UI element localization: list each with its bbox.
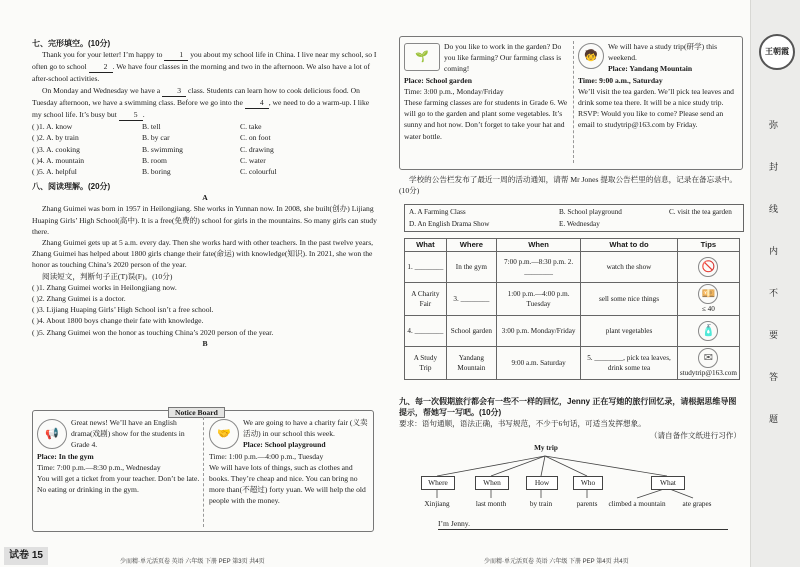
notice-board-title: Notice Board xyxy=(168,407,225,418)
table-row xyxy=(405,283,740,316)
node-when: When xyxy=(475,476,509,490)
tip-text: ≤ 40 xyxy=(701,305,715,313)
student-icon: 🧒 xyxy=(578,43,604,69)
binding-strip xyxy=(750,0,800,567)
table-header xyxy=(405,239,740,252)
table-cell xyxy=(677,347,739,380)
table-cell[interactable]: 7:00 p.m.—8:30 p.m. 2. ________ xyxy=(496,252,580,283)
table-cell[interactable]: 3. ________ xyxy=(446,283,496,316)
table-row xyxy=(405,316,740,347)
q7-title: 七、完形填空。(10分) xyxy=(32,39,111,48)
q8-title: 八、阅读理解。(20分) xyxy=(32,182,111,192)
tip-icon: 🧴 xyxy=(698,321,718,341)
table-cell xyxy=(677,252,739,283)
table-cell: A Charity Fair xyxy=(405,283,447,316)
notice-drama: 📢 Great news! We’ll have an English drama(戏剧) show for the students in Grade 4. Place: In the gym Time: 7:00 p.m.—8:30 p.m., Wednesday You will get a ticket from your teacher. Don’t be late. No eating or drinking in the gym. xyxy=(37,418,200,495)
option-text: B. room xyxy=(142,155,167,165)
table-cell: plant vegetables xyxy=(581,316,678,347)
divider xyxy=(203,417,205,527)
tip-text: studytrip@163.com xyxy=(679,369,737,377)
table-cell: Yandang Mountain xyxy=(446,347,496,380)
memo-instruction: 学校的公告栏发布了最近一周的活动通知，请帮 Mr Jones 提取公告栏里的信息，记录在备忘录中。(10分) xyxy=(399,175,738,196)
choice-option: A. A Farming Class xyxy=(409,208,466,216)
writing-start: I’m Jenny. xyxy=(438,519,470,528)
garden-icon: 🌱 xyxy=(404,43,440,71)
option-text: C. drawing xyxy=(240,144,274,154)
q9-note: （请自备作文纸进行习作） xyxy=(649,430,741,440)
option-text[interactable]: ( )4. A. mountain xyxy=(32,155,85,165)
option-text[interactable]: ( )5. A. helpful xyxy=(32,167,77,177)
notice-farming: 🌱 Do you like to work in the garden? Do you like farming? Our farming class is coming! Place: School garden Time: 3:00 p.m., Monday/Friday These farming classes are for students in Grade 6. We will go to the garden and plant some vegetables. It’s sunny and hot now. Don’t forget to take your hat and water bottle. xyxy=(404,42,568,141)
mind-map-root: My trip xyxy=(534,444,558,452)
writing-line[interactable] xyxy=(438,518,728,530)
q7-passage: Thank you for your letter! I’m happy to 1 you about my school life in China. I live near my school, so I often go to school 2 . We have four classes in the morning and two in the afternoon. We also have a lot of after-school activities. On Monday and Wednesday we have a 3 class. Students can learn how to cook delicious food. On Tuesday afternoon, we have a swimming class. Before we go into the 4 , we need to do a warm-up. I like my school life. It’s busy but 5 . xyxy=(32,49,378,121)
option-text[interactable]: ( )3. A. cooking xyxy=(32,144,80,154)
part-a-label: A xyxy=(202,193,208,203)
table-cell: 9:00 a.m. Saturday xyxy=(496,347,580,380)
tip-icon: ✉ xyxy=(698,348,718,368)
tf-statement[interactable]: ( )4. About 1800 boys change their fate with knowledge. xyxy=(32,316,204,326)
tip-icon: 🚫 xyxy=(698,257,718,277)
table-cell: A Study Trip xyxy=(405,347,447,380)
node-where: Where xyxy=(421,476,455,490)
table-cell: 3:00 p.m. Monday/Friday xyxy=(496,316,580,347)
leaf-climbed: climbed a mountain xyxy=(608,500,666,508)
tf-statement[interactable]: ( )1. Zhang Guimei works in Heilongjiang now. xyxy=(32,282,177,292)
seal-line-char: 弥 xyxy=(769,120,779,130)
table-header-cell: Tips xyxy=(677,239,739,252)
choice-option: E. Wednesday xyxy=(559,220,600,228)
q9-block xyxy=(399,396,741,441)
seal-line-char: 内 xyxy=(769,246,779,256)
page-badge: 试卷 15 xyxy=(4,547,48,565)
q9-title: 九、每一次假期旅行都会有一些不一样的回忆，Jenny 正在写她的旅行回忆录，请根据思维导图提示，帮她写一写吧。(10分) xyxy=(399,397,737,418)
divider xyxy=(573,41,575,163)
q9-requirements: 要求：语句通顺，语法正确，书写规范，不少于6句话，可适当发挥想象。 xyxy=(399,419,646,429)
table-header-cell: When xyxy=(496,239,580,252)
choice-option: C. visit the tea garden xyxy=(669,208,732,216)
option-row xyxy=(32,155,378,166)
option-row xyxy=(32,166,378,177)
choices-box xyxy=(404,204,744,232)
hands-icon: 🤝 xyxy=(209,419,239,449)
table-cell[interactable]: 5. ________, pick tea leaves, drink some tea xyxy=(581,347,678,380)
option-text: C. water xyxy=(240,155,266,165)
seal-line-char: 要 xyxy=(769,330,779,340)
seal-line-char: 线 xyxy=(769,204,779,214)
option-text: B. swimming xyxy=(142,144,183,154)
table-cell xyxy=(677,283,739,316)
footer-left: 少而精·单元活页卷 英语 六年级 下册 PEP 第3页 共4页 xyxy=(120,559,265,565)
option-text: B. boring xyxy=(142,167,171,177)
notice-board-continued xyxy=(399,36,743,170)
table-header-cell: What to do xyxy=(581,239,678,252)
option-text[interactable]: ( )1. A. know xyxy=(32,122,73,132)
part-b-label: B xyxy=(202,338,208,348)
tf-statements xyxy=(32,282,378,338)
seal-line-char: 答 xyxy=(769,372,779,382)
tf-statement[interactable]: ( )2. Zhang Guimei is a doctor. xyxy=(32,294,126,304)
leaf-grapes: ate grapes xyxy=(682,500,712,508)
node-who: Who xyxy=(573,476,603,490)
tf-statement[interactable]: ( )5. Zhang Guimei won the honor as touching China’s 2020 person of the year. xyxy=(32,327,274,337)
table-row xyxy=(405,347,740,380)
option-text: B. by car xyxy=(142,133,170,143)
q7-options xyxy=(32,121,378,177)
table-cell: 1:00 p.m.—4:00 p.m. Tuesday xyxy=(496,283,580,316)
table-cell[interactable]: 1. ________ xyxy=(405,252,447,283)
table-cell[interactable]: 4. ________ xyxy=(405,316,447,347)
notice-charity: 🤝 We are going to have a charity fair (义卖活动) in our school this week. Place: School playground Time: 1:00 p.m.—4:00 p.m., Tuesday We will have lots of things, such as clothes and books. They’re cheap and nice. You can bring no more than(不超过) forty yuan. We will help the old people with the money. xyxy=(209,418,368,506)
mind-map xyxy=(399,440,739,520)
option-text: C. on foot xyxy=(240,133,271,143)
table-header-cell: Where xyxy=(446,239,496,252)
notice-board xyxy=(32,410,374,532)
notice-study-trip: 🧒 We will have a study trip(研学) this weekend. Place: Yandang Mountain Time: 9:00 a.m., Saturday We’ll visit the tea garden. We’ll pick tea leaves and drink some tea there. It will be a nice study trip. RSVP: Would you like to come? Please send an email to studytrip@163.com by Friday. xyxy=(578,42,734,130)
seal-line-char: 封 xyxy=(769,162,779,172)
brand-logo: 王朝霞 xyxy=(759,34,795,70)
leaf-last-month: last month xyxy=(475,500,507,508)
table-cell: In the gym xyxy=(446,252,496,283)
footer-right: 少而精·单元活页卷 英语 六年级 下册 PEP 第4页 共4页 xyxy=(484,559,629,565)
option-text: B. tell xyxy=(142,122,161,132)
choice-option: D. An English Drama Show xyxy=(409,220,490,228)
seal-line-char: 不 xyxy=(769,288,779,298)
table-header-cell: What xyxy=(405,239,447,252)
megaphone-icon: 📢 xyxy=(37,419,67,449)
left-page xyxy=(0,0,388,567)
leaf-by-train: by train xyxy=(529,500,553,508)
right-page xyxy=(394,0,746,567)
table-cell: watch the show xyxy=(581,252,678,283)
tip-icon: 💴 xyxy=(698,284,718,304)
node-what: What xyxy=(651,476,685,490)
leaf-parents: parents xyxy=(576,500,598,508)
table-row xyxy=(405,252,740,283)
table-cell xyxy=(677,316,739,347)
option-row xyxy=(32,144,378,155)
reading-passage-a: Zhang Guimei was born in 1957 in Heilongjiang. She works in Yunnan now. In 2008, she built(创办) Lijiang Huaping Girls’ High School(高中). It is a free(免费的) school for girls in the mountains. So many girls can study there. Zhang Guimei gets up at 5 a.m. every day. Then she works hard with other teachers. In the past twelve years, Zhang Guimei has helped about 1800 girls change their fate(命运) with knowledge(知识). In 2021, she won the honor as touching China’s 2020 person of the year. 阅读短文，判断句子正(T)误(F)。(10分) xyxy=(32,204,377,281)
leaf-xinjiang: Xinjiang xyxy=(424,500,450,508)
table-cell: School garden xyxy=(446,316,496,347)
seal-line-char: 题 xyxy=(769,414,779,424)
option-text[interactable]: ( )2. A. by train xyxy=(32,133,79,143)
memo-table xyxy=(404,238,740,380)
table-cell: sell some nice things xyxy=(581,283,678,316)
tf-statement[interactable]: ( )3. Lijiang Huaping Girls’ High School isn’t a free school. xyxy=(32,305,214,315)
option-text: C. colourful xyxy=(240,167,277,177)
option-row xyxy=(32,132,378,143)
choice-option: B. School playground xyxy=(559,208,622,216)
option-row xyxy=(32,121,378,132)
option-text: C. take xyxy=(240,122,262,132)
node-how: How xyxy=(526,476,558,490)
